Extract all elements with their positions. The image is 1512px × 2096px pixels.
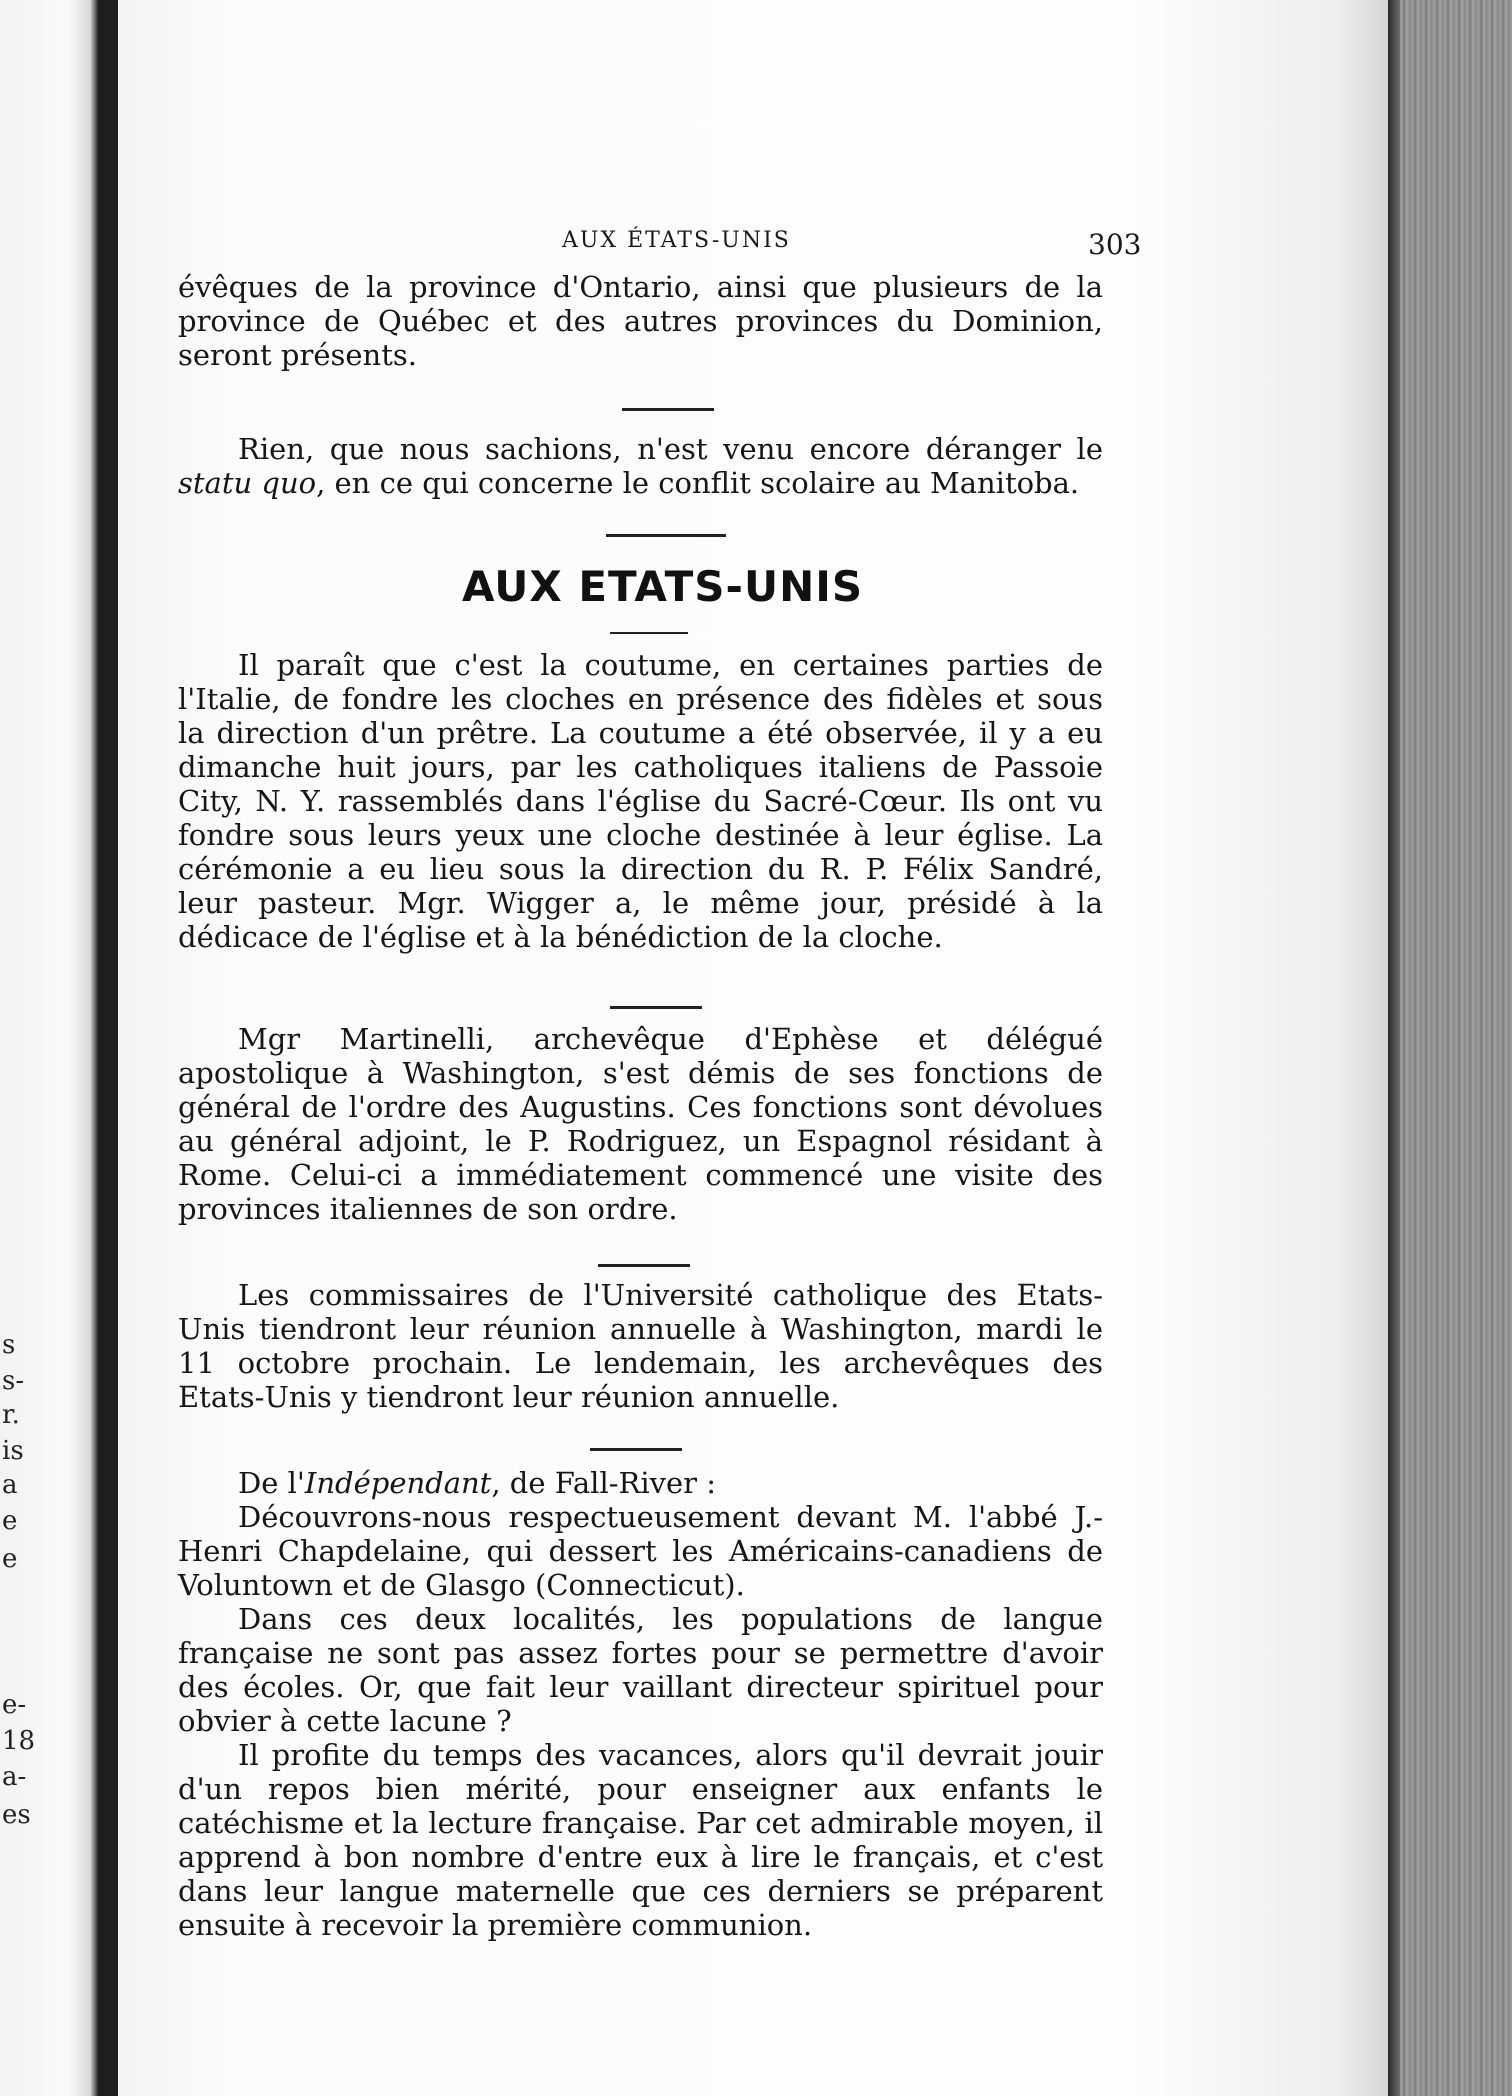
facing-page-fragment: r. bbox=[2, 1400, 20, 1430]
separator-rule bbox=[622, 408, 714, 411]
separator-rule bbox=[590, 1448, 682, 1451]
separator-rule bbox=[610, 632, 688, 634]
facing-page-fragment: is bbox=[2, 1436, 24, 1466]
facing-page-fragment: a bbox=[2, 1470, 18, 1500]
facing-page-fragment: e bbox=[2, 1506, 18, 1536]
page-number: 303 bbox=[1088, 228, 1142, 261]
separator-rule bbox=[598, 1264, 690, 1267]
article-martinelli bbox=[178, 1022, 1103, 1226]
paragraph: Les commissaires de l'Université catholique des Etats-Unis tiendront leur réunion annuelle à Washington, mardi le 11 octobre prochain. Le lendemain, les archevêques des Etats-Unis y tiendront leur réunion annuelle. bbox=[178, 1278, 1103, 1414]
article-fall-river bbox=[178, 1466, 1103, 1942]
section-title: AUX ETATS-UNIS bbox=[462, 562, 864, 611]
facing-page-edge bbox=[0, 0, 98, 2096]
paragraph: Il paraît que c'est la coutume, en certaines parties de l'Italie, de fondre les cloches en présence des fidèles et sous la direction d'un prêtre. La coutume a été observée, il y a eu dimanche huit jours, par les catholiques italiens de Passoie City, N. Y. rassemblés dans l'église du Sacré-Cœur. Ils ont vu fondre sous leurs yeux une cloche destinée à leur église. La cérémonie a eu lieu sous la direction du R. P. Félix Sandré, leur pasteur. Mgr. Wigger a, le même jour, présidé à la dédicace de l'église et à la bénédiction de la cloche. bbox=[178, 648, 1103, 954]
facing-page-fragment: es bbox=[2, 1800, 31, 1830]
source-line: De l'Indépendant, de Fall-River : bbox=[238, 1466, 717, 1500]
paragraph: Mgr Martinelli, archevêque d'Ephèse et délégué apostolique à Washington, s'est démis de ses fonctions de général de l'ordre des Augustins. Ces fonctions sont dévolues au général adjoint, le P. Rodriguez, un Espagnol résidant à Rome. Celui-ci a immédiatement commencé une visite des provinces italiennes de son ordre. bbox=[178, 1022, 1103, 1226]
article-cloche bbox=[178, 648, 1103, 954]
continuation-paragraph bbox=[178, 270, 1103, 372]
statu-quo-paragraph bbox=[178, 432, 1103, 500]
facing-page-fragment: 18 bbox=[2, 1726, 36, 1756]
paragraph: évêques de la province d'Ontario, ainsi que plusieurs de la province de Québec et des autres provinces du Dominion, seront présents. bbox=[178, 270, 1103, 372]
paragraph: Dans ces deux localités, les populations de langue française ne sont pas assez fortes pour se permettre d'avoir des écoles. Or, que fait leur vaillant directeur spirituel pour obvier à cette lacune ? bbox=[178, 1602, 1103, 1738]
paragraph: Il profite du temps des vacances, alors qu'il devrait jouir d'un repos bien mérité, pour enseigner aux enfants le catéchisme et la lecture française. Par cet admirable moyen, il apprend à bon nombre d'entre eux à lire le français, et c'est dans leur langue maternelle que ces derniers se préparent ensuite à recevoir la première communion. bbox=[178, 1738, 1103, 1942]
facing-page-fragment: a- bbox=[2, 1762, 27, 1792]
paragraph: Découvrons-nous respectueusement devant M. l'abbé J.-Henri Chapdelaine, qui dessert les Américains-canadiens de Voluntown et de Glasgo (Connecticut). bbox=[178, 1500, 1103, 1602]
page-edges bbox=[1388, 0, 1512, 2096]
separator-rule bbox=[606, 534, 726, 537]
facing-page-fragment: s- bbox=[2, 1366, 25, 1396]
article-universite bbox=[178, 1278, 1103, 1414]
facing-page-fragment: e bbox=[2, 1544, 18, 1574]
facing-page-fragment: s bbox=[2, 1330, 16, 1360]
separator-rule bbox=[610, 1006, 702, 1009]
facing-page-fragment: e- bbox=[2, 1690, 27, 1720]
paragraph: Rien, que nous sachions, n'est venu encore déranger le statu quo, en ce qui concerne le conflit scolaire au Manitoba. bbox=[178, 432, 1103, 500]
running-head: AUX ÉTATS-UNIS bbox=[562, 228, 791, 253]
